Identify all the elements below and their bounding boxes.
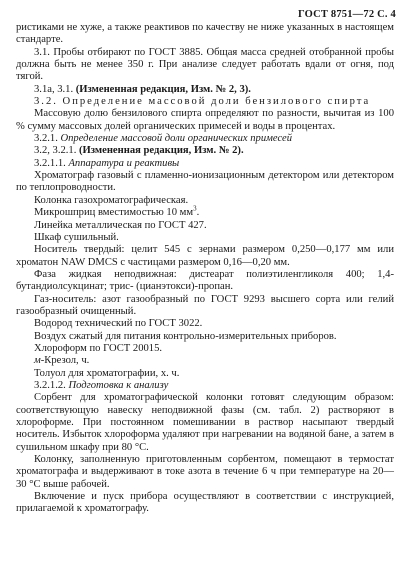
equipment-chromatograph: Хроматограф газовый с пламенно-ионизационным детектором или детектором по теплопроводности.	[16, 170, 394, 194]
page-header: ГОСТ 8751—72 С. 4	[297, 9, 396, 20]
paragraph-column-conditioning: Колонку, заполненную приготовленным сорбентом, помещают в термостат хроматографа и выдерживают в токе азота в течение 6 ч при температуре на 20—30 °С выше рабочей.	[16, 454, 394, 490]
subheading-number: 3.2.1.	[34, 133, 61, 145]
document-body	[16, 22, 394, 516]
microsyringe-suffix: .	[196, 207, 200, 219]
reagent-cresol	[16, 355, 394, 367]
paragraph-continuation: ристиками не хуже, а также реактивов по качеству не ниже указанных в настоящем стандарте.	[16, 22, 394, 46]
cresol-prefix: м	[34, 355, 41, 367]
reagent-toluene: Толуол для хроматографии, х. ч.	[34, 367, 180, 379]
reagent-compressed-air: Воздух сжатый для питания контрольно-измерительных приборов.	[34, 330, 337, 342]
amendment-ref: 3.1а, 3.1.	[34, 83, 76, 95]
subheading-3-2-1-2	[16, 380, 394, 392]
amendment-note: (Измененная редакция, Изм. № 2).	[79, 145, 244, 157]
equipment-microsyringe	[16, 204, 394, 219]
reagent-solid-carrier: Носитель твердый: целит 545 с зернами размером 0,250—0,177 мм или хроматон NAW DMCS с частицами размером 0,16—0,20 мм.	[16, 244, 394, 268]
subheading-3-2-1	[16, 133, 394, 145]
paragraph-3-1: 3.1. Пробы отбирают по ГОСТ 3885. Общая масса средней отобранной пробы должна быть не менее 350 г. При анализе следует работать вдали от огня, под тягой.	[16, 46, 394, 83]
amendment-note: (Измененная редакция, Изм. № 2, 3).	[75, 83, 251, 95]
microsyringe-text: Микрошприц вместимостью 10 мм	[34, 207, 194, 219]
reagent-hydrogen: Водород технический по ГОСТ 3022.	[34, 318, 203, 330]
unit-superscript: 3	[193, 204, 197, 213]
cresol-text: -Крезол, ч.	[40, 355, 90, 367]
paragraph-amendment-3-2	[16, 145, 394, 157]
subheading-number: 3.2.1.2.	[34, 379, 69, 391]
paragraph-instrument-startup: Включение и пуск прибора осуществляют в соответствии с инструкцией, прилагаемой к хроматографу.	[16, 491, 394, 515]
subheading-title: Аппаратура и реактивы	[68, 157, 180, 169]
subheading-title: Определение массовой доли органических примесей	[60, 133, 293, 145]
paragraph-mass-fraction: Массовую долю бензилового спирта определяют по разности, вычитая из 100 % сумму массовых долей органических примесей и воды в процентах.	[16, 108, 394, 132]
equipment-ruler: Линейка металлическая по ГОСТ 427.	[34, 219, 207, 231]
subheading-3-2-1-1	[16, 158, 394, 170]
subheading-number: 3.2.1.1.	[34, 157, 69, 169]
paragraph-sorbent-prep: Сорбент для хроматографической колонки готовят следующим образом: соответствующую навеску неподвижной фазы (см. табл. 2) растворяют в хлороформе. При постоянном помешивании в раствор насыпают твердый носитель. Избыток хлороформа удаляют при нагревании на водяной бане, а затем в сушильном шкафу при 80 °С.	[16, 392, 394, 453]
equipment-oven: Шкаф сушильный.	[34, 231, 119, 243]
amendment-ref: 3.2, 3.2.1.	[34, 145, 80, 157]
section-heading-3-2: 3.2. Определение массовой доли бензилового спирта	[34, 96, 371, 108]
equipment-column: Колонка газохроматографическая.	[34, 194, 189, 206]
paragraph-amendment-3-1	[16, 84, 394, 96]
subheading-title: Подготовка к анализу	[68, 379, 169, 391]
reagent-carrier-gas: Газ-носитель: азот газообразный по ГОСТ 9293 высшего сорта или гелий газообразный очищенный.	[16, 293, 394, 317]
reagent-liquid-phase: Фаза жидкая неподвижная: дистеарат полиэтиленгликоля 400; 1,4-бутандиолсукцинат; трис- (цианэтокси)-пропан.	[16, 268, 394, 293]
reagent-chloroform: Хлороформ по ГОСТ 20015.	[34, 342, 163, 354]
